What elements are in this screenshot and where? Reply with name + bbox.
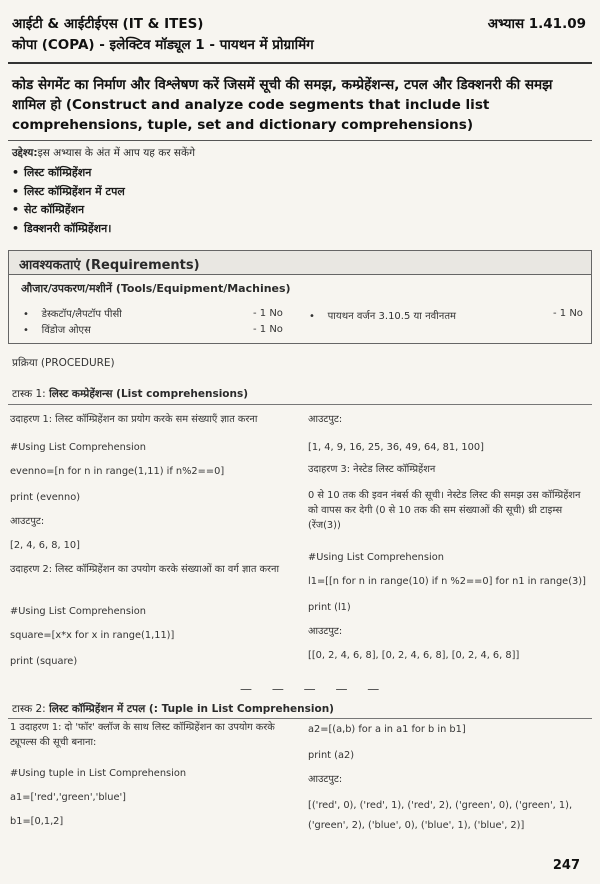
objectives-label: उद्देश्य: bbox=[12, 147, 38, 159]
task1-rule bbox=[8, 404, 592, 405]
task2-rule bbox=[8, 718, 592, 719]
output-label: आउटपुट: bbox=[308, 414, 343, 425]
code-line: print (l1) bbox=[308, 602, 351, 613]
output-label: आउटपुट: bbox=[308, 774, 343, 785]
task1-right-column bbox=[308, 410, 590, 675]
code-line: print (square) bbox=[10, 656, 78, 667]
output-label: आउटपुट: bbox=[10, 516, 45, 527]
code-line: b1=[0,1,2] bbox=[10, 816, 64, 827]
series-title: आईटी & आईटीईएस (IT & ITES) bbox=[12, 16, 204, 32]
requirement-item: • डेस्कटॉप/लैपटॉप पीसी bbox=[23, 309, 122, 320]
example-text: उदाहरण 3: नेस्टेड लिस्ट कॉम्प्रिहेंशन bbox=[308, 464, 436, 475]
task2-heading: टास्क 2: लिस्ट कॉम्प्रिहेंशन में टपल (: Tuple in List Comprehension) bbox=[12, 703, 334, 715]
objectives bbox=[12, 146, 195, 238]
list-item: • डिक्शनरी कॉम्प्रिहेंशन। bbox=[12, 221, 112, 235]
code-comment: #Using List Comprehension bbox=[10, 442, 146, 453]
code-comment: #Using tuple in List Comprehension bbox=[10, 768, 187, 779]
code-comment: #Using List Comprehension bbox=[10, 606, 146, 617]
task1-heading: टास्क 1: लिस्ट कम्प्रेहेंशन्स (List comprehensions) bbox=[12, 388, 249, 400]
list-item: • लिस्ट कॉम्प्रिहेंशन bbox=[12, 166, 92, 179]
output-value: [[0, 2, 4, 6, 8], [0, 2, 4, 6, 8], [0, 2, 4, 6, 8]] bbox=[308, 650, 520, 661]
task2-left-column bbox=[10, 720, 295, 838]
module-title: कोपा (COPA) - इलेक्टिव मॉड्यूल 1 - पायथन में प्रोग्रामिंग bbox=[12, 37, 314, 53]
tools-heading: औजार/उपकरण/मशीनें (Tools/Equipment/Machines) bbox=[21, 282, 291, 295]
example-text: 1 उदाहरण 1: दो 'फॉर' क्लॉज के साथ लिस्ट कॉम्प्रिहेंशन का उपयोग करके ट्यूपल्स की सूची बनाना: bbox=[10, 722, 275, 748]
task2-right-column bbox=[308, 720, 590, 840]
exercise-number: अभ्यास 1.41.09 bbox=[487, 16, 586, 32]
task1-left-column bbox=[10, 410, 295, 680]
list-item: • लिस्ट कॉम्प्रिहेंशन में टपल bbox=[12, 184, 125, 198]
description-text: 0 से 10 तक की इवन नंबर्स की सूची। नेस्टेड लिस्ट की समझ उस कॉम्प्रिहेंशन को वापस कर देगी (0 से 10 तक की सम संख्याओं की सूची) थ्री टाइम्स (रेंज(3)) bbox=[308, 490, 581, 531]
page-number: 247 bbox=[552, 858, 580, 873]
output-value: [('red', 0), ('red', 1), ('red', 2), ('green', 0), ('green', 1), ('green', 2), ('blue', 0), ('blue', 1), ('blue', 2)] bbox=[308, 800, 573, 831]
code-line: a1=['red','green','blue'] bbox=[10, 792, 127, 803]
header-rule bbox=[8, 62, 592, 64]
procedure-heading: प्रक्रिया (PROCEDURE) bbox=[12, 357, 115, 369]
objectives-lead: इस अभ्यास के अंत में आप यह कर सकेंगे bbox=[37, 147, 195, 159]
section-divider: — — — — — bbox=[240, 682, 388, 696]
title-rule bbox=[8, 140, 592, 141]
exercise-title: कोड सेगमेंट का निर्माण और विश्लेषण करें जिसमें सूची की समझ, कम्प्रेहेंशन्स, टपल और डिक्शनरी की समझ शामिल हो (Construct and analyze code segments that include list comprehensions, tuple, set and dictionary comprehensions) bbox=[12, 77, 553, 133]
requirement-qty: - 1 No bbox=[553, 308, 583, 319]
code-line: square=[x*x for x in range(1,11)] bbox=[10, 630, 175, 641]
output-label: आउटपुट: bbox=[308, 626, 343, 637]
code-line: l1=[[n for n in range(10) if n %2==0] for n1 in range(3)] bbox=[308, 576, 586, 587]
output-value: [2, 4, 6, 8, 10] bbox=[10, 540, 80, 551]
code-line: evenno=[n for n in range(1,11) if n%2==0] bbox=[10, 466, 225, 477]
requirement-qty: - 1 No bbox=[253, 324, 283, 335]
requirement-item: • विंडोज ओएस bbox=[23, 325, 91, 336]
requirement-qty: - 1 No bbox=[253, 308, 283, 319]
example-text: उदाहरण 1: लिस्ट कॉम्प्रिहेंशन का प्रयोग करके सम संख्याएँ ज्ञात करना bbox=[10, 414, 258, 425]
output-value: [1, 4, 9, 16, 25, 36, 49, 64, 81, 100] bbox=[308, 442, 484, 453]
code-comment: #Using List Comprehension bbox=[308, 552, 444, 563]
objectives-list bbox=[12, 164, 195, 238]
requirement-item: • पायथन वर्जन 3.10.5 या नवीनतम bbox=[309, 311, 457, 322]
code-line: a2=[(a,b) for a in a1 for b in b1] bbox=[308, 724, 466, 735]
example-text: उदाहरण 2: लिस्ट कॉम्प्रिहेंशन का उपयोग करके संख्याओं का वर्ग ज्ञात करना bbox=[10, 564, 280, 575]
requirements-box bbox=[8, 250, 592, 344]
code-line: print (evenno) bbox=[10, 492, 81, 503]
requirements-heading: आवश्यकताएं (Requirements) bbox=[9, 251, 591, 275]
page-header bbox=[12, 14, 586, 53]
list-item: • सेट कॉम्प्रिहेंशन bbox=[12, 203, 85, 216]
code-line: print (a2) bbox=[308, 750, 355, 761]
